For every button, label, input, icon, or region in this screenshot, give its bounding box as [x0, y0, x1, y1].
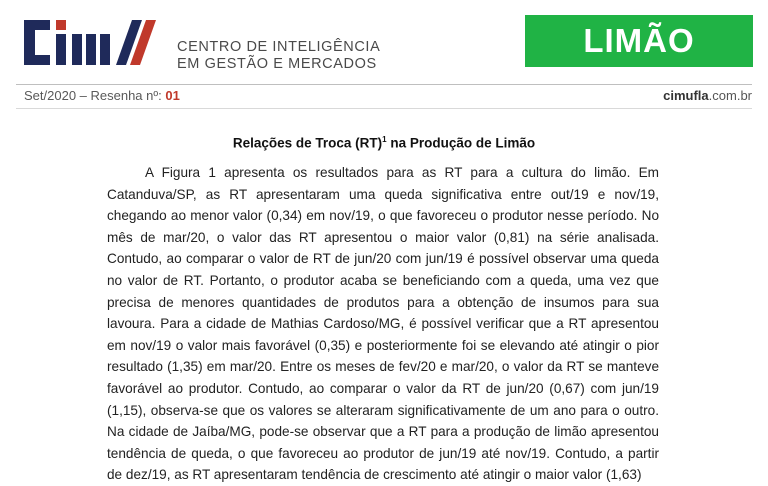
product-badge: LIMÃO — [525, 15, 753, 67]
cim-logo-icon — [24, 17, 164, 67]
site-link[interactable] — [663, 88, 752, 103]
org-name — [177, 39, 380, 73]
issue-info — [24, 88, 180, 103]
title-text: Relações de Troca (RT) — [232, 135, 383, 151]
site-name: cimufla — [663, 88, 709, 103]
org-name-line1: CENTRO DE INTELIGÊNCIA — [177, 39, 381, 55]
issue-prefix: Set/2020 – Resenha nº: — [24, 88, 166, 103]
divider-top — [16, 84, 752, 85]
sub-header — [0, 81, 768, 109]
title-footnote-mark: 1 — [382, 135, 387, 144]
document-title — [0, 135, 768, 151]
title-suffix: na Produção de Limão — [386, 135, 536, 151]
cim-logo — [24, 17, 164, 67]
issue-number: 01 — [165, 88, 180, 103]
divider-bottom — [16, 108, 752, 109]
body-paragraph: A Figura 1 apresenta os resultados para as RT para a cultura do limão. Em Catanduva/SP, as RT apresentaram uma queda significativa entre out/19 e nov/19, chegando ao menor valor (0,34) em nov/19, o que favoreceu o produtor nesse período. No mês de mar/20, o valor das RT apresentou o maior valor (0,81) na série analisada. Contudo, ao comparar o valor de RT de jun/20 com jun/19 é possível observar uma queda no valor de RT. Portanto, o produtor acaba se beneficiando com a queda, uma vez que precisa de menores quantidades de produtos para a obtenção de insumos para sua lavoura. Para a cidade de Mathias Cardoso/MG, é possível verificar que a RT apresentou em nov/19 o valor mais favorável (0,35) e posteriormente foi se elevando até atingir o pior resultado (1,35) em mar/20. Entre os meses de fev/20 e mar/20, o valor da RT se manteve favorável ao produtor. Contudo, ao comparar o valor da RT de jun/20 (0,67) com jun/19 (1,15), observa-se que os valores se alteraram significativamente de um ano para o outro. Na cidade de Jaíba/MG, pode-se observar que a RT para a produção de limão apresentou tendência de queda, o que favoreceu ao produtor de jun/19 até nov/19. Contudo, a partir de dez/19, as RT apresentaram tendência de crescimento até atingir o maior valor (1,63) — [107, 165, 659, 483]
site-domain: .com.br — [708, 88, 752, 103]
org-name-line2: EM GESTÃO E MERCADOS — [177, 56, 377, 72]
